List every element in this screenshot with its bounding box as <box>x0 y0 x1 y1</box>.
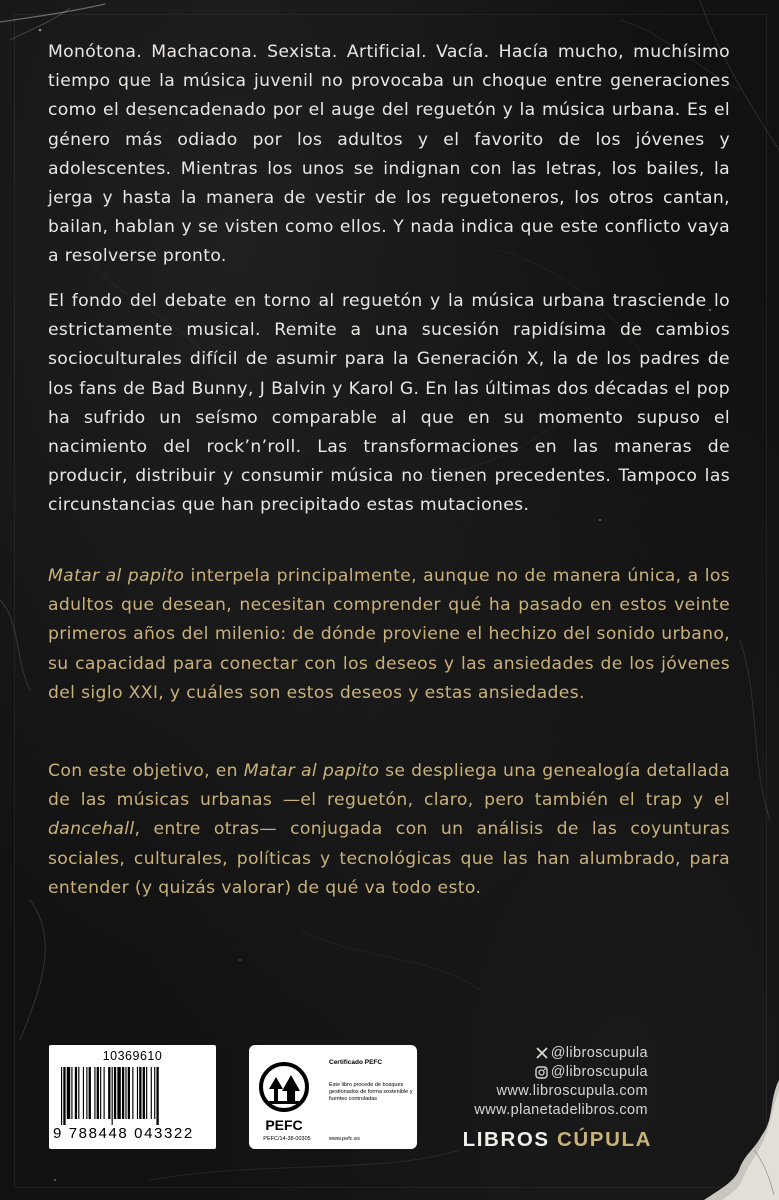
publisher-logo <box>452 1128 652 1152</box>
x-handle-text: @libroscupula <box>550 1045 648 1061</box>
blurb-paragraph-3 <box>48 562 730 708</box>
blurb-paragraph-1: Monótona. Machacona. Sexista. Artificial. Vacía. Hacía mucho, muchísimo tiempo que la música juvenil no provocaba un choque entre generaciones como el desencadenado por el auge del reguetón y la música urbana. Es el género más odiado por los adultos y el favorito de los jóvenes y adolescentes. Mientras los unos se indignan con las letras, los bailes, la jerga y hasta la manera de vestir de los reguetoneros, los otros cantan, bailan, hablan y se visten como ellos. Y nada indica que este conflicto vaya a resolverse pronto. <box>48 42 730 267</box>
book-title-italic: Matar al papito <box>48 566 185 586</box>
paragraph-4-text-a: Con este objetivo, en <box>48 761 244 781</box>
website-link-2[interactable]: www.planetadelibros.com <box>474 1102 648 1118</box>
pefc-code: PEFC/14-38-00305 <box>263 1136 311 1142</box>
paragraph-4-text-c: , entre otras— conjugada con un análisis de las coyunturas sociales, culturales, políticas y tecnológicas que las han alumbrado, para entender (y quizás valorar) de qué va todo esto. <box>48 819 730 898</box>
publisher-logo-part-1: LIBROS <box>462 1128 557 1151</box>
torn-corner <box>684 1080 779 1200</box>
genre-italic: dancehall <box>48 819 135 840</box>
book-title-italic: Matar al papito <box>243 761 380 781</box>
paragraph-4-text-b: se despliega una genealogía detallada de las músicas urbanas —el reguetón, claro, pero también el trap y el <box>48 761 730 811</box>
x-handle[interactable] <box>428 1045 648 1061</box>
blurb-paragraph-2: El fondo del debate en torno al reguetón y la música urbana trasciende lo estrictamente musical. Remite a una sucesión rapidísima de cambios socioculturales difícil de asumir para la Generación X, la de los padres de los fans de Bad Bunny, J Balvin y Karol G. En las últimas dos décadas el pop ha sufrido un seísmo comparable al que en su momento supuso el nacimiento del rock’n’roll. Las transformaciones en las maneras de producir, distribuir y consumir música no tienen precedentes. Tampoco las circunstancias que han precipitado estas mutaciones. <box>48 291 730 516</box>
blurb-paragraph-4 <box>48 757 730 903</box>
instagram-icon <box>535 1066 548 1079</box>
x-logo-icon <box>536 1047 548 1059</box>
pefc-description: Este libro procede de bosques gestionados de forma sostenible y fuentes controladas <box>329 1082 413 1102</box>
pefc-certification-label <box>249 1045 417 1149</box>
publisher-logo-part-2: CÚPULA <box>556 1128 652 1151</box>
pefc-title: Certificado PEFC <box>329 1059 383 1066</box>
pefc-url: www.pefc.es <box>329 1136 360 1142</box>
pefc-tree-logo <box>258 1061 310 1117</box>
instagram-handle[interactable] <box>428 1064 648 1080</box>
instagram-handle-text: @libroscupula <box>550 1064 648 1080</box>
paragraph-3-text: interpela principalmente, aunque no de manera única, a los adultos que desean, necesitan comprender qué ha pasado en estos veinte primeros años del milenio: de dónde proviene el hechizo del sonido urbano, su capacidad para conectar con los deseos y las ansiedades de los jóvenes del siglo XXI, y cuáles son estos deseos y estas ansiedades. <box>48 566 730 703</box>
product-code: 10369610 <box>102 1049 163 1063</box>
pefc-name: PEFC <box>265 1117 303 1133</box>
website-link-1[interactable]: www.libroscupula.com <box>496 1083 648 1099</box>
isbn-barcode <box>49 1045 216 1149</box>
barcode-bars <box>61 1067 213 1125</box>
isbn-number: 9 788448 043322 <box>53 1125 194 1142</box>
